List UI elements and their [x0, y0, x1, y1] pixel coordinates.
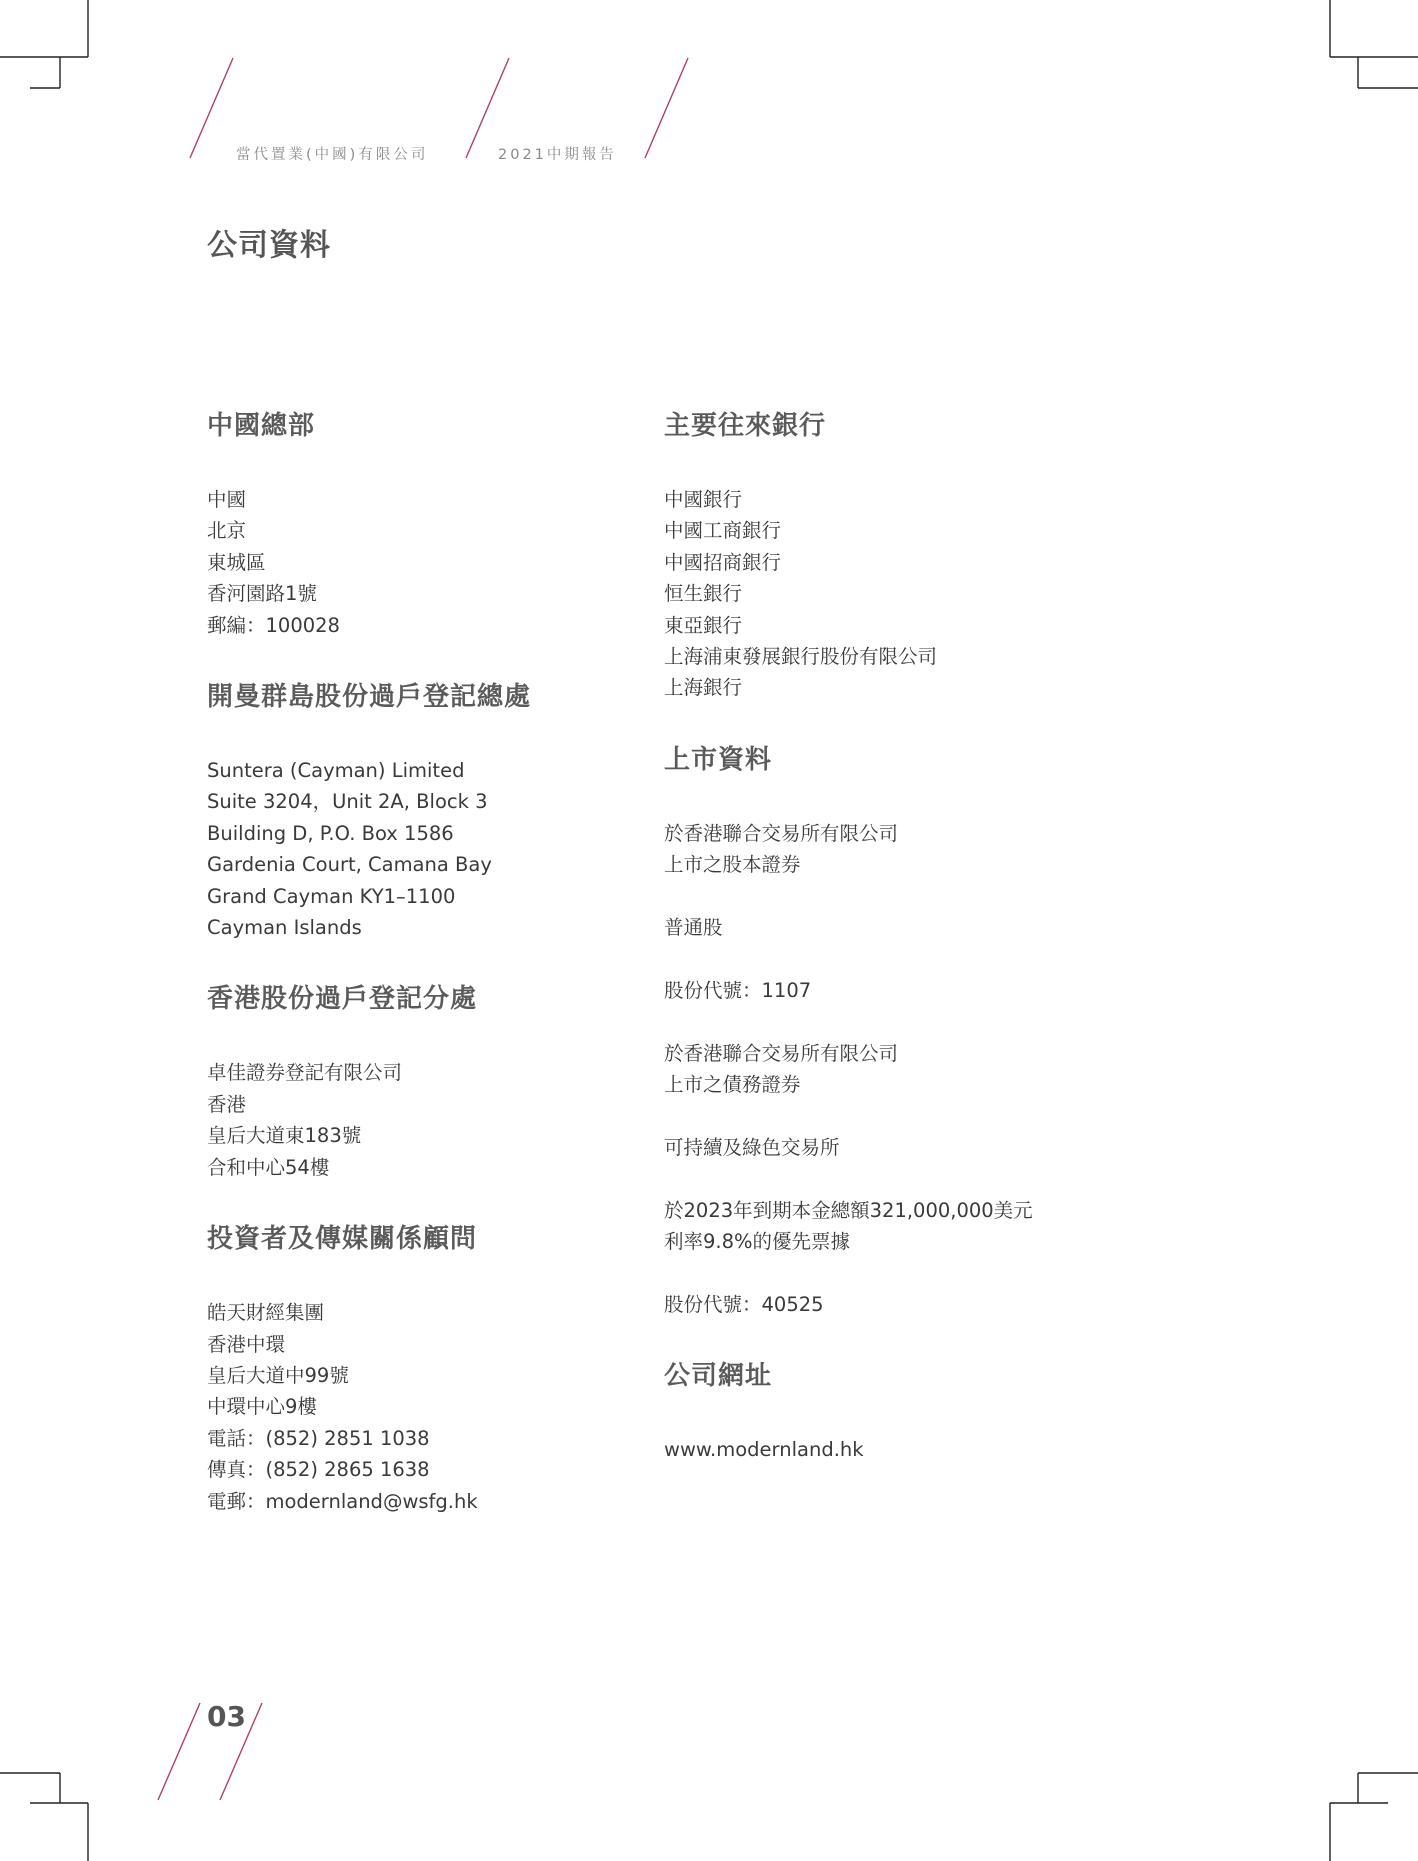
section-line [664, 1163, 1104, 1194]
section-line: 卓佳證券登記有限公司 [207, 1061, 403, 1085]
section-line: Gardenia Court, Camana Bay [207, 853, 492, 877]
section-line: 上海浦東發展銀行股份有限公司 [664, 645, 938, 669]
crop-mark-bottom-right [1330, 1773, 1418, 1861]
section-line: 傳真：(852) 2865 1638 [207, 1458, 430, 1482]
section-line [664, 1006, 1104, 1037]
section-line: 可持續及綠色交易所 [664, 1135, 840, 1159]
section-line: 合和中心54樓 [207, 1155, 330, 1179]
section-line: 中環中心9樓 [207, 1395, 317, 1419]
section-line: 中國 [207, 488, 247, 511]
section-line: 股份代號：1107 [664, 978, 812, 1002]
section-line: 股份代號：40525 [664, 1292, 824, 1316]
crop-mark-top-left [0, 0, 88, 88]
section-line: Grand Cayman KY1–1100 [207, 884, 456, 908]
section-line: 香港 [207, 1092, 247, 1116]
section-line: 皓天財經集團 [207, 1301, 325, 1325]
section-heading: 上市資料 [664, 744, 773, 775]
section-line: www.modernland.hk [664, 1438, 864, 1462]
section-line: 上市之股本證券 [664, 853, 801, 877]
section-heading: 投資者及傳媒關係顧問 [207, 1224, 478, 1255]
section-line: Suntera (Cayman) Limited [207, 759, 465, 783]
section-line: Suite 3204，Unit 2A, Block 3 [207, 790, 488, 814]
section-line: 香港中環 [207, 1332, 286, 1356]
section-line: 電話：(852) 2851 1038 [207, 1426, 430, 1450]
left-column [207, 404, 627, 1551]
crop-mark-top-right [1330, 0, 1418, 88]
section-line: 中國工商銀行 [664, 519, 782, 543]
section-line: 普通股 [664, 916, 723, 940]
section-heading: 中國總部 [207, 411, 316, 441]
info-section [664, 738, 1104, 1320]
section-line: 上海銀行 [664, 676, 743, 700]
section-line: 恒生銀行 [664, 582, 743, 606]
page-number: 03 [207, 1700, 246, 1733]
section-line: 上市之債務證券 [664, 1073, 801, 1097]
section-line: 東城區 [207, 550, 266, 574]
section-heading: 公司網址 [664, 1361, 773, 1392]
section-line [664, 943, 1104, 974]
section-line: 於2023年到期本金總額321,000,000美元 [664, 1198, 1033, 1222]
section-heading: 開曼群島股份過戶登記總處 [207, 682, 532, 713]
info-section [664, 404, 1104, 704]
section-line: 電郵：modernland@wsfg.hk [207, 1489, 478, 1513]
right-column [664, 404, 1104, 1500]
info-section [207, 977, 627, 1183]
page-title: 公司資料 [207, 228, 331, 263]
info-section [664, 1354, 1104, 1465]
section-line: 香河園路1號 [207, 582, 317, 606]
section-line: 中國招商銀行 [664, 550, 782, 574]
section-line: 於香港聯合交易所有限公司 [664, 1041, 899, 1065]
section-heading: 主要往來銀行 [664, 411, 827, 441]
section-line: Cayman Islands [207, 916, 362, 940]
info-section [207, 404, 627, 641]
section-line: Building D, P.O. Box 1586 [207, 821, 454, 845]
info-section [207, 675, 627, 943]
section-line [664, 1100, 1104, 1131]
header-report-name: 2021中期報告 [498, 147, 617, 163]
section-heading: 香港股份過戶登記分處 [207, 984, 478, 1015]
section-line: 皇后大道中99號 [207, 1363, 349, 1387]
section-line: 於香港聯合交易所有限公司 [664, 821, 899, 845]
section-line [664, 881, 1104, 912]
info-section [207, 1217, 627, 1517]
header-company-name: 當代置業(中國)有限公司 [236, 147, 429, 163]
crop-mark-bottom-left [0, 1773, 88, 1861]
section-line: 利率9.8%的優先票據 [664, 1230, 851, 1254]
section-line: 東亞銀行 [664, 613, 743, 637]
section-line [664, 1257, 1104, 1288]
section-line: 郵編：100028 [207, 613, 340, 637]
section-line: 中國銀行 [664, 488, 743, 511]
section-line: 皇后大道東183號 [207, 1124, 362, 1148]
section-line: 北京 [207, 519, 247, 543]
